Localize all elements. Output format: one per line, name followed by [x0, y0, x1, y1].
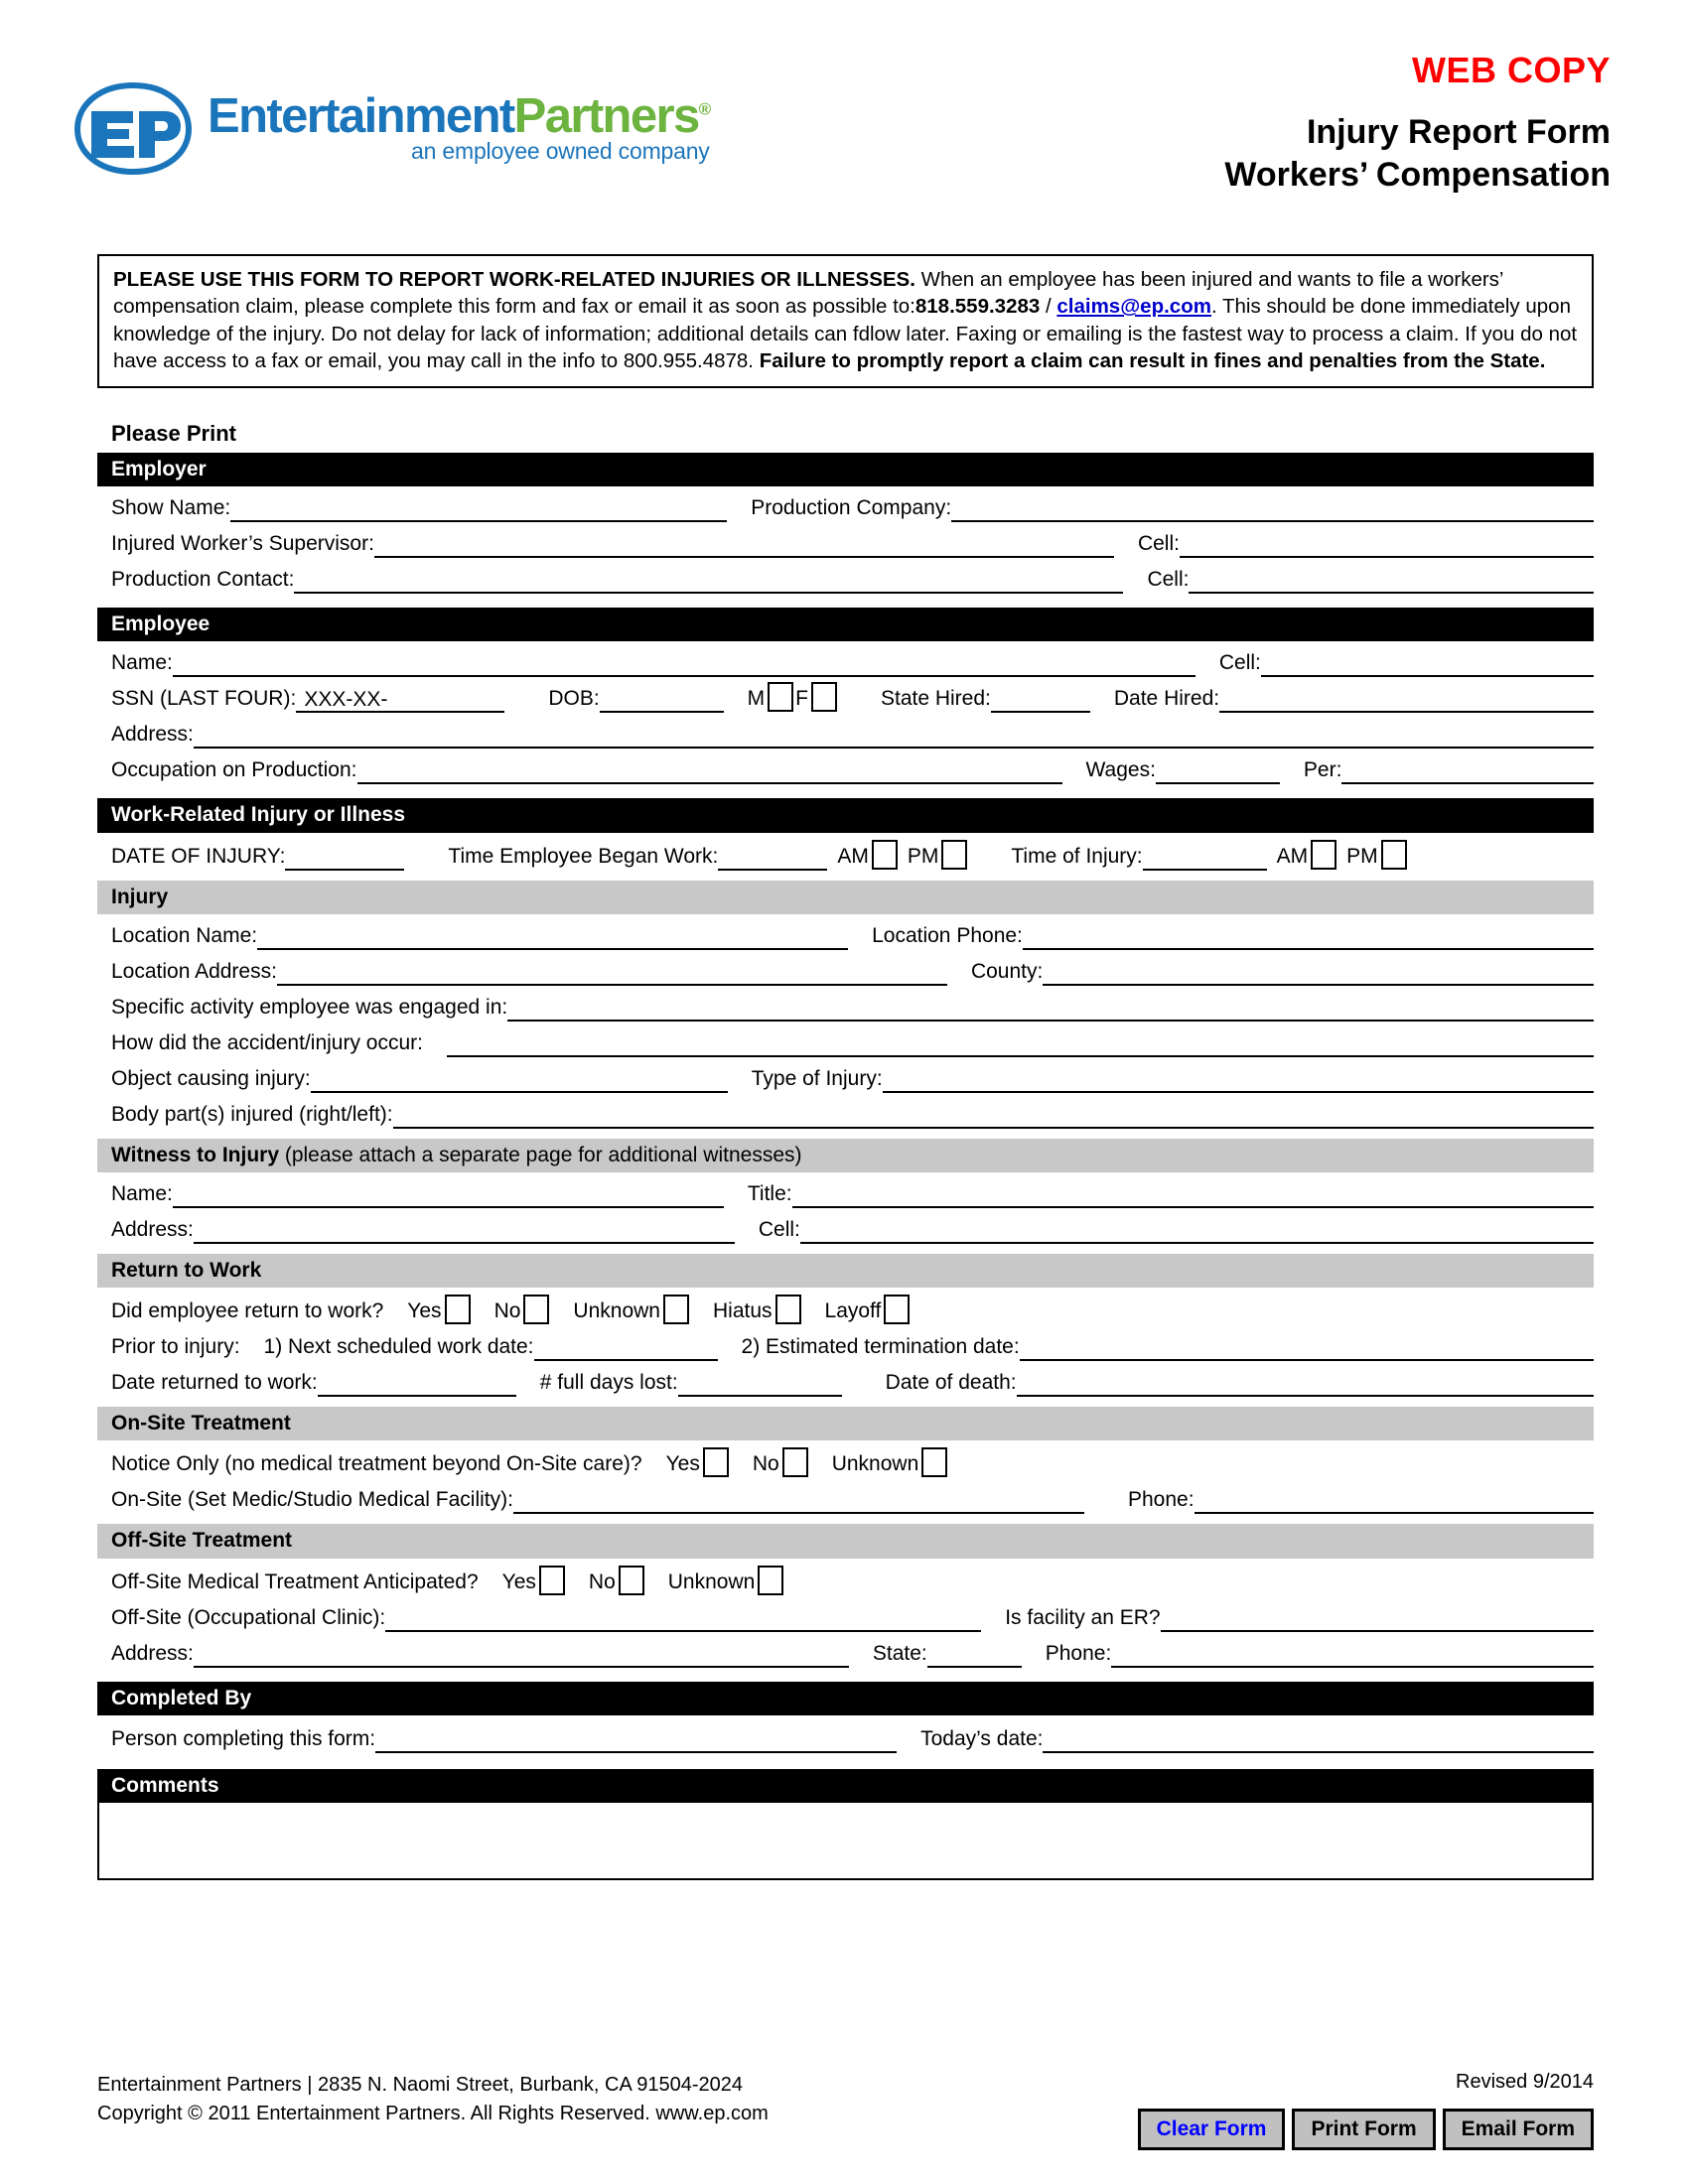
ep-logo: [71, 81, 710, 176]
checkbox-onsite-yes[interactable]: [703, 1447, 729, 1477]
checkbox-injury-am[interactable]: [1311, 840, 1336, 870]
section-header-injury: Injury: [97, 881, 1594, 914]
input-onsite-phone[interactable]: [1195, 1488, 1594, 1514]
email-form-button[interactable]: Email Form: [1443, 2109, 1594, 2150]
label-offsite-state: State:: [872, 1641, 927, 1665]
checkbox-rtw-unknown[interactable]: [663, 1295, 689, 1324]
label-specific-activity: Specific activity employee was engaged in:: [111, 995, 508, 1019]
label-offsite-yes: Yes: [501, 1570, 536, 1593]
input-estimated-termination[interactable]: [1020, 1335, 1594, 1361]
checkbox-rtw-layoff[interactable]: [884, 1295, 910, 1324]
input-onsite-facility[interactable]: [513, 1488, 1084, 1514]
witness-title-note: (please attach a separate page for additional witnesses): [279, 1143, 802, 1166]
label-body-parts: Body part(s) injured (right/left):: [111, 1102, 393, 1126]
input-time-of-injury[interactable]: [1143, 845, 1267, 871]
checkbox-began-pm[interactable]: [941, 840, 967, 870]
label-offsite-clinic: Off-Site (Occupational Clinic):: [111, 1605, 386, 1629]
ep-wordmark: [208, 89, 710, 165]
label-how-occur: How did the accident/injury occur:: [111, 1030, 423, 1054]
label-onsite-yes: Yes: [665, 1452, 700, 1476]
input-show-name[interactable]: [230, 496, 727, 522]
label-offsite-anticipated: Off-Site Medical Treatment Anticipated?: [111, 1570, 479, 1593]
label-employee-address: Address:: [111, 723, 194, 747]
row-how-occur: [97, 1022, 1594, 1057]
row-supervisor: [97, 522, 1594, 558]
label-date-of-injury: DATE OF INJURY:: [111, 844, 286, 868]
input-employee-name[interactable]: [173, 651, 1196, 677]
row-prior-to-injury: [97, 1325, 1594, 1361]
row-offsite-clinic: [97, 1596, 1594, 1632]
row-occupation: [97, 749, 1594, 784]
section-header-on-site: On-Site Treatment: [97, 1407, 1594, 1440]
checkbox-rtw-hiatus[interactable]: [775, 1295, 801, 1324]
label-estimated-termination: 2) Estimated termination date:: [741, 1335, 1020, 1359]
row-location-address: [97, 950, 1594, 986]
ep-monogram-icon: [71, 81, 196, 176]
checkbox-onsite-unknown[interactable]: [921, 1447, 947, 1477]
row-production-contact: [97, 558, 1594, 594]
input-dob[interactable]: [600, 687, 724, 713]
label-object-causing: Object causing injury:: [111, 1066, 311, 1090]
section-header-off-site: Off-Site Treatment: [97, 1524, 1594, 1558]
label-wages: Wages:: [1085, 758, 1156, 782]
input-object-causing[interactable]: [311, 1067, 728, 1093]
input-next-scheduled[interactable]: [534, 1335, 718, 1361]
checkbox-offsite-yes[interactable]: [539, 1566, 565, 1595]
input-is-er[interactable]: [1161, 1606, 1594, 1632]
section-header-work-related: Work-Related Injury or Illness: [97, 798, 1594, 832]
input-date-of-death[interactable]: [1017, 1371, 1594, 1397]
label-next-scheduled: 1) Next scheduled work date:: [263, 1335, 534, 1359]
input-body-parts[interactable]: [393, 1103, 1594, 1129]
page-title: [1224, 111, 1611, 197]
row-onsite-facility: [97, 1478, 1594, 1514]
label-ssn: SSN (LAST FOUR):: [111, 687, 297, 711]
label-production-contact: Production Contact:: [111, 568, 295, 592]
label-todays-date: Today’s date:: [920, 1726, 1044, 1750]
comments-textarea[interactable]: [97, 1803, 1594, 1880]
logo-word-entertainment: Entertainment: [208, 89, 514, 143]
label-supervisor: Injured Worker’s Supervisor:: [111, 532, 374, 556]
input-date-of-injury[interactable]: [285, 845, 404, 871]
input-per[interactable]: [1341, 758, 1594, 784]
form-action-buttons: [1138, 2109, 1594, 2150]
label-employee-cell: Cell:: [1218, 651, 1261, 675]
label-witness-title: Title:: [747, 1181, 792, 1205]
row-employee-address: [97, 713, 1594, 749]
checkbox-rtw-no[interactable]: [523, 1295, 549, 1324]
label-offsite-phone: Phone:: [1045, 1641, 1112, 1665]
section-header-employee: Employee: [97, 608, 1594, 641]
instruction-lead: PLEASE USE THIS FORM TO REPORT WORK-RELATED INJURIES OR ILLNESSES.: [113, 268, 915, 291]
label-injury-pm: PM: [1346, 844, 1378, 868]
row-date-of-injury: [97, 833, 1594, 871]
label-supervisor-cell: Cell:: [1137, 532, 1180, 556]
input-witness-name[interactable]: [173, 1182, 724, 1208]
label-rtw-layoff: Layoff: [824, 1299, 882, 1323]
row-show-name: [97, 486, 1594, 522]
checkbox-female[interactable]: [811, 682, 837, 712]
row-body-parts: [97, 1093, 1594, 1129]
label-prior-to-injury: Prior to injury:: [111, 1335, 240, 1359]
label-date-of-death: Date of death:: [885, 1371, 1017, 1395]
label-began-pm: PM: [907, 844, 939, 868]
label-witness-address: Address:: [111, 1217, 194, 1241]
row-specific-activity: [97, 986, 1594, 1022]
label-offsite-address: Address:: [111, 1641, 194, 1665]
label-female: F: [795, 687, 808, 711]
title-line-1: Injury Report Form: [1306, 113, 1611, 151]
row-return-to-work-question: [97, 1288, 1594, 1325]
label-county: County:: [970, 959, 1044, 983]
label-location-address: Location Address:: [111, 959, 277, 983]
label-rtw-yes: Yes: [407, 1299, 442, 1323]
input-ssn[interactable]: XXX-XX-: [296, 687, 504, 713]
row-notice-only: [97, 1440, 1594, 1478]
section-header-comments: Comments: [97, 1769, 1594, 1803]
label-is-er: Is facility an ER?: [1005, 1605, 1161, 1629]
label-witness-name: Name:: [111, 1181, 173, 1205]
section-header-employer: Employer: [97, 453, 1594, 486]
input-witness-title[interactable]: [792, 1182, 1594, 1208]
input-state-hired[interactable]: [991, 687, 1090, 713]
input-witness-cell[interactable]: [800, 1218, 1594, 1244]
label-began-am: AM: [837, 844, 869, 868]
label-return-question: Did employee return to work?: [111, 1299, 384, 1323]
section-header-return-to-work: Return to Work: [97, 1254, 1594, 1288]
input-county[interactable]: [1043, 960, 1594, 986]
label-show-name: Show Name:: [111, 496, 231, 520]
instruction-bold-tail: Failure to promptly report a claim can result in fines and penalties from the State.: [759, 348, 1546, 372]
input-witness-address[interactable]: [194, 1218, 735, 1244]
checkbox-rtw-yes[interactable]: [445, 1295, 471, 1324]
input-location-phone[interactable]: [1023, 924, 1594, 950]
label-date-returned: Date returned to work:: [111, 1371, 318, 1395]
witness-title: Witness to Injury: [111, 1143, 279, 1166]
label-offsite-unknown: Unknown: [667, 1570, 756, 1593]
clear-form-button[interactable]: Clear Form: [1138, 2109, 1286, 2150]
label-rtw-hiatus: Hiatus: [712, 1299, 773, 1323]
input-offsite-phone[interactable]: [1111, 1642, 1594, 1668]
label-days-lost: # full days lost:: [539, 1371, 678, 1395]
row-witness-address: [97, 1208, 1594, 1244]
input-employee-address[interactable]: [194, 723, 1594, 749]
label-onsite-unknown: Unknown: [831, 1452, 919, 1476]
row-employee-name: [97, 641, 1594, 677]
label-date-hired: Date Hired:: [1113, 687, 1220, 711]
input-todays-date[interactable]: [1043, 1727, 1594, 1753]
input-wages[interactable]: [1156, 758, 1280, 784]
form-content: [97, 421, 1594, 1880]
input-days-lost[interactable]: [678, 1371, 842, 1397]
checkbox-male[interactable]: [768, 682, 793, 712]
input-production-contact[interactable]: [294, 568, 1123, 594]
input-type-of-injury[interactable]: [883, 1067, 1594, 1093]
input-supervisor-cell[interactable]: [1180, 532, 1594, 558]
instruction-box: [97, 254, 1594, 388]
page-header: [0, 0, 1688, 204]
row-ssn-dob: [97, 677, 1594, 713]
footer-line-2: Copyright © 2011 Entertainment Partners. All Rights Reserved. www.ep.com: [97, 2103, 769, 2124]
web-copy-stamp: WEB COPY: [1411, 50, 1611, 90]
input-person-completing[interactable]: [375, 1727, 897, 1753]
label-employee-name: Name:: [111, 651, 173, 675]
label-onsite-facility: On-Site (Set Medic/Studio Medical Facility):: [111, 1488, 513, 1512]
input-date-returned[interactable]: [318, 1371, 516, 1397]
claims-email-link[interactable]: claims@ep.com: [1056, 295, 1211, 319]
label-state-hired: State Hired:: [880, 687, 991, 711]
input-supervisor[interactable]: [374, 532, 1114, 558]
input-offsite-clinic[interactable]: [385, 1606, 981, 1632]
input-time-began-work[interactable]: [718, 845, 827, 871]
row-completed-by: [97, 1715, 1594, 1753]
input-contact-cell[interactable]: [1189, 568, 1594, 594]
label-onsite-no: No: [752, 1452, 779, 1476]
input-employee-cell[interactable]: [1261, 651, 1594, 677]
row-location-name: [97, 914, 1594, 950]
section-header-completed-by: Completed By: [97, 1682, 1594, 1715]
instruction-part-1: When an employee has been injured and wants to file a workers’ compensation claim, please complete this form and fax or email it as soon as possible to:: [113, 268, 1503, 319]
label-contact-cell: Cell:: [1147, 568, 1190, 592]
label-injury-am: AM: [1276, 844, 1309, 868]
footer-line-1: Entertainment Partners | 2835 N. Naomi Street, Burbank, CA 91504-2024: [97, 2074, 743, 2096]
label-rtw-unknown: Unknown: [573, 1299, 660, 1323]
revised-date: Revised 9/2014: [1456, 2071, 1594, 2093]
label-person-completing: Person completing this form:: [111, 1726, 376, 1750]
label-time-of-injury: Time of Injury:: [1011, 844, 1143, 868]
fax-number: 818.559.3283: [914, 295, 1041, 319]
print-form-button[interactable]: Print Form: [1292, 2109, 1435, 2150]
label-offsite-no: No: [588, 1570, 616, 1593]
section-header-witness: [97, 1139, 1594, 1172]
label-rtw-no: No: [493, 1299, 521, 1323]
label-occupation: Occupation on Production:: [111, 758, 357, 782]
label-witness-cell: Cell:: [758, 1217, 800, 1241]
logo-tagline: an employee owned company: [411, 138, 710, 164]
logo-word-partners: Partners: [513, 89, 699, 143]
checkbox-injury-pm[interactable]: [1381, 840, 1407, 870]
row-offsite-anticipated: [97, 1559, 1594, 1596]
row-object-causing: [97, 1057, 1594, 1093]
input-date-hired[interactable]: [1219, 687, 1594, 713]
checkbox-began-am[interactable]: [872, 840, 898, 870]
row-date-returned: [97, 1361, 1594, 1397]
label-time-began-work: Time Employee Began Work:: [448, 844, 719, 868]
label-per: Per:: [1303, 758, 1342, 782]
instruction-separator: /: [1040, 295, 1057, 319]
please-print-label: Please Print: [111, 421, 236, 446]
label-location-phone: Location Phone:: [872, 923, 1023, 947]
row-offsite-address: [97, 1632, 1594, 1668]
registered-trademark-icon: ®: [698, 99, 710, 119]
checkbox-offsite-no[interactable]: [619, 1566, 644, 1595]
input-occupation[interactable]: [357, 758, 1062, 784]
checkbox-onsite-no[interactable]: [782, 1447, 808, 1477]
label-location-name: Location Name:: [111, 923, 258, 947]
label-production-company: Production Company:: [751, 496, 952, 520]
label-male: M: [747, 687, 766, 711]
input-production-company[interactable]: [951, 496, 1594, 522]
label-dob: DOB:: [548, 687, 600, 711]
instruction-part-2: . This should be done immediately upon knowledge of the injury. Do not delay for lack of information; additional details can fdlow later. Faxing or emailing is the fastest way to process a claim. If you do not have access to a fax or email, you may call in the info to 800.955.4878.: [113, 295, 1578, 372]
input-offsite-address[interactable]: [194, 1642, 849, 1668]
input-location-address[interactable]: [277, 960, 947, 986]
footer-address-block: [97, 2071, 769, 2128]
label-type-of-injury: Type of Injury:: [751, 1066, 883, 1090]
input-how-occur[interactable]: [447, 1031, 1594, 1057]
input-offsite-state[interactable]: [927, 1642, 1022, 1668]
input-location-name[interactable]: [257, 924, 848, 950]
row-witness-name: [97, 1172, 1594, 1208]
title-line-2: Workers’ Compensation: [1224, 155, 1611, 194]
checkbox-offsite-unknown[interactable]: [758, 1566, 783, 1595]
label-notice-only: Notice Only (no medical treatment beyond On-Site care)?: [111, 1452, 642, 1476]
label-onsite-phone: Phone:: [1127, 1488, 1195, 1512]
input-specific-activity[interactable]: [507, 996, 1594, 1022]
